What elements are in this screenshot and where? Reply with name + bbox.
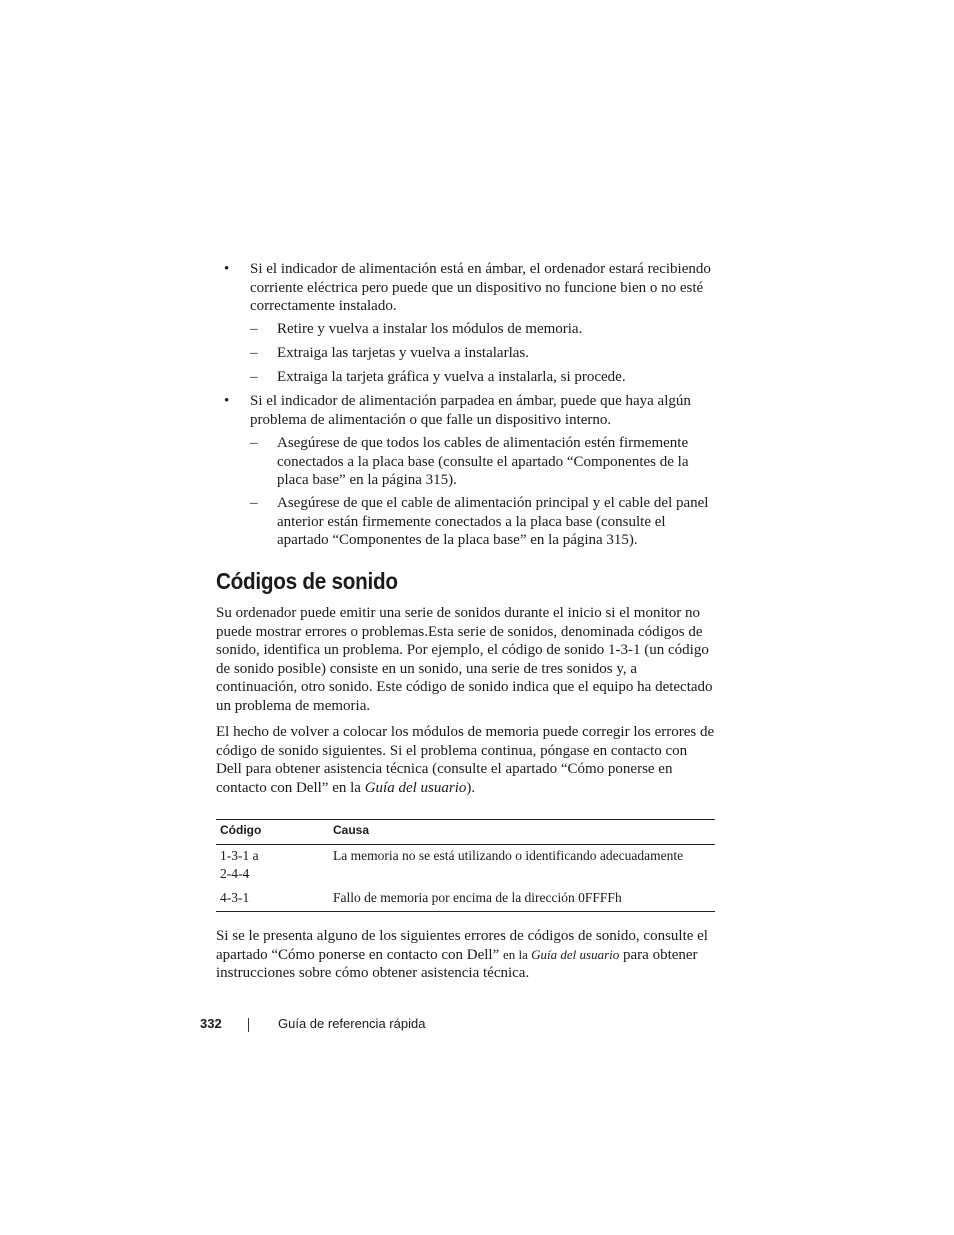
dash-mark: – [250,369,258,385]
list-item-text: Si el indicador de alimentación está en ámbar, el ordenador estará recibiendo corriente eléctrica pero puede que un dispositivo no funcione bien o no esté correctamente instalado. [250,261,711,314]
bullet-mark: • [224,393,230,409]
user-guide-reference: Guía del usuario [531,946,620,962]
paragraph-support [216,927,716,983]
section-heading: Códigos de sonido [216,568,398,594]
footer-title: Guía de referencia rápida [278,1016,426,1031]
table-cell-code: 4-3-1 [220,890,250,905]
sub-list-item [250,368,717,387]
sub-list-item [250,344,717,363]
table-rule [216,819,715,820]
sub-list-item [250,494,717,550]
bullet-mark: • [224,261,230,277]
dash-mark: – [250,345,258,361]
sub-list-item-text: Extraiga las tarjetas y vuelva a instalarlas. [277,345,529,361]
table-cell-cause: Fallo de memoria por encima de la dirección 0FFFFh [333,890,622,905]
table-header-code: Código [220,823,262,837]
page-number: 332 [200,1016,222,1031]
footer-separator [248,1018,249,1032]
table-cell-code [220,847,259,882]
list-item-text: Si el indicador de alimentación parpadea en ámbar, puede que haya algún problema de alimentación o que falle un dispositivo interno. [250,393,691,428]
list-item [224,392,720,429]
paragraph-text: Si se le presenta alguno de los siguientes errores de códigos de sonido, consulte el apartado “Cómo ponerse en contacto con Dell” [216,928,708,963]
table-rule [216,911,715,912]
user-guide-reference: Guía del usuario [364,779,467,796]
paragraph-intro: Su ordenador puede emitir una serie de sonidos durante el inicio si el monitor no puede mostrar errores o problemas.Esta serie de sonidos, denominada códigos de sonido, identifica un problema. Por ejemplo, el código de sonido 1-3-1 (un código de sonido posible) consiste en un sonido, una serie de tres sonidos y, a continuación, otro sonido. Este código de sonido indica que el equipo ha detectado un problema de memoria. [216,605,713,714]
dash-mark: – [250,495,258,511]
code-line: 1-3-1 a [220,848,259,863]
sub-list-item [250,434,717,490]
sub-list-item-text: Retire y vuelva a instalar los módulos de memoria. [277,321,583,337]
sub-list-item [250,320,717,339]
sub-list-item-text: Asegúrese de que todos los cables de alimentación estén firmemente conectados a la placa base (consulte el apartado “Componentes de la placa base” en la página 315). [277,435,689,488]
table-cell-cause: La memoria no se está utilizando o identificando adecuadamente [333,848,684,863]
paragraph-text: ). [466,779,476,796]
paragraph-text: para obtener instrucciones sobre cómo obtener asistencia técnica. [216,946,698,981]
table-rule [216,844,715,845]
paragraph-memory [216,723,716,797]
dash-mark: – [250,321,258,337]
list-item [224,260,720,316]
sub-list-item-text: Asegúrese de que el cable de alimentación principal y el cable del panel anterior están firmemente conectados a la placa base (consulte el apartado “Componentes de la placa base” en la página 315). [277,495,709,548]
paragraph-text: en la [502,946,532,962]
dash-mark: – [250,435,258,451]
sub-list-item-text: Extraiga la tarjeta gráfica y vuelva a instalarla, si procede. [277,369,626,385]
code-line: 2-4-4 [220,865,250,881]
paragraph-text: El hecho de volver a colocar los módulos de memoria puede corregir los errores de código de sonido siguientes. Si el problema continua, póngase en contacto con Dell para obtener asistencia técnica (consulte el apartado “Cómo ponerse en contacto con Dell” en la [216,724,715,796]
table-header-cause: Causa [333,823,370,837]
